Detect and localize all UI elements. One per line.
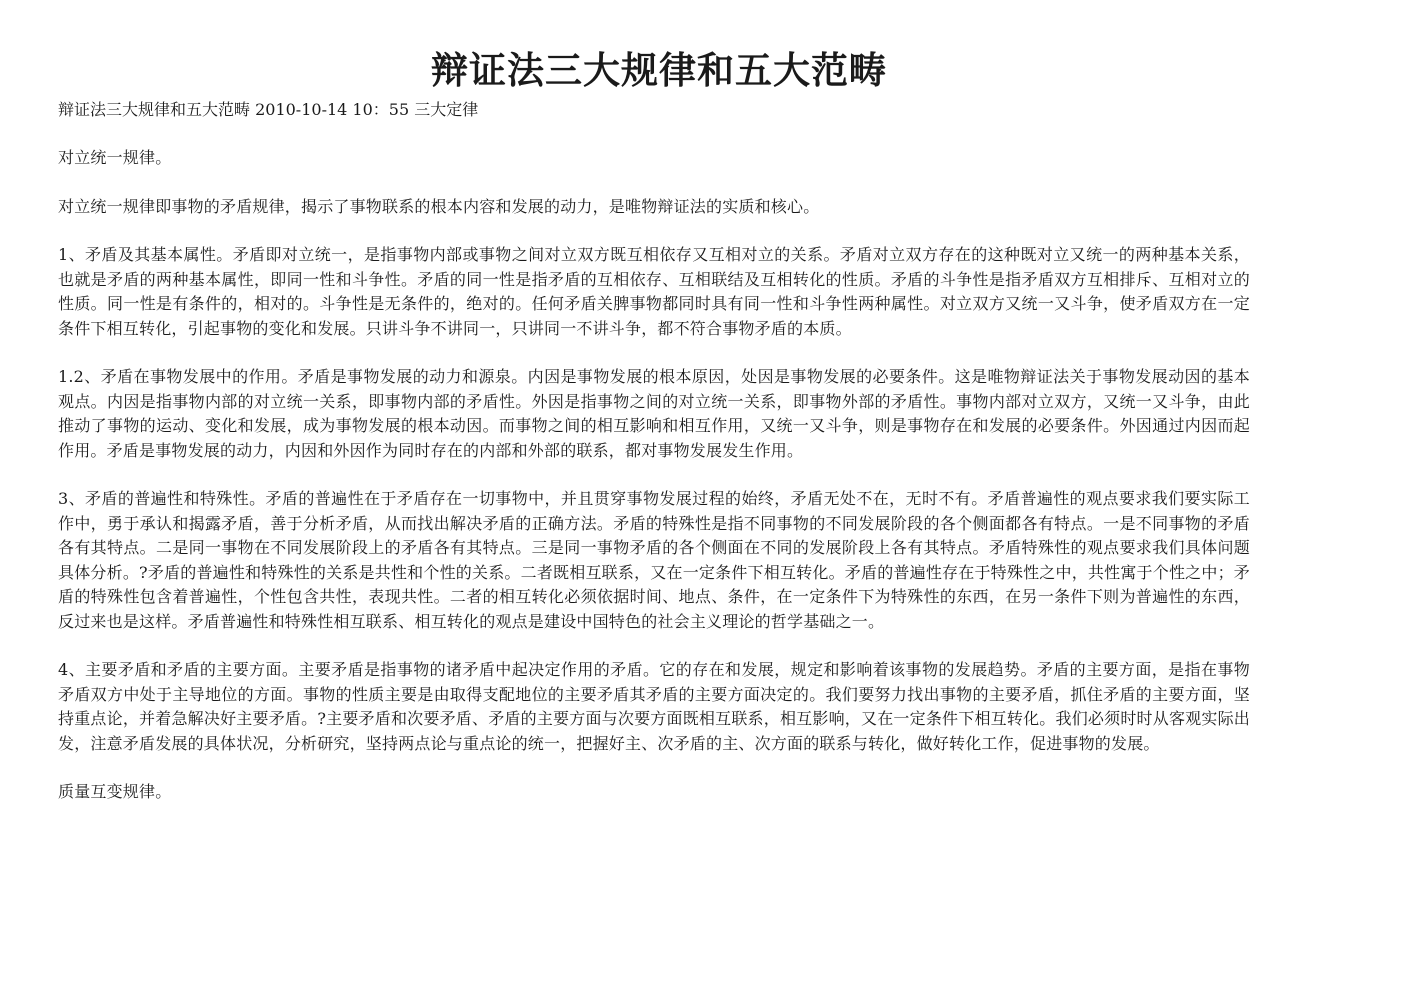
- document-subtitle: 辩证法三大规律和五大范畴 2010-10-14 10：55 三大定律: [58, 100, 479, 119]
- paragraph: 4、主要矛盾和矛盾的主要方面。主要矛盾是指事物的诸矛盾中起决定作用的矛盾。它的存在和发展，规定和影响着该事物的发展趋势。矛盾的主要方面，是指在事物矛盾双方中处于主导地位的方面。事物的性质主要是由取得支配地位的主要矛盾其矛盾的主要方面决定的。我们要努力找出事物的主要矛盾，抓住矛盾的主要方面，坚持重点论，并着急解决好主要矛盾。?主要矛盾和次要矛盾、矛盾的主要方面与次要方面既相互联系，相互影响，又在一定条件下相互转化。我们必须时时从客观实际出发，注意矛盾发展的具体状况，分析研究，坚持两点论与重点论的统一，把握好主、次矛盾的主、次方面的联系与转化，做好转化工作，促进事物的发展。: [58, 660, 1250, 753]
- paragraph: 1.2、矛盾在事物发展中的作用。矛盾是事物发展的动力和源泉。内因是事物发展的根本原因，处因是事物发展的必要条件。这是唯物辩证法关于事物发展动因的基本观点。内因是指事物内部的对立统一关系，即事物内部的矛盾性。外因是指事物之间的对立统一关系，即事物外部的矛盾性。事物内部对立双方，又统一又斗争，由此推动了事物的运动、变化和发展，成为事物发展的根本动因。而事物之间的相互影响和相互作用，又统一又斗争，则是事物存在和发展的必要条件。外因通过内因而起作用。矛盾是事物发展的动力，内因和外因作为同时存在的内部和外部的联系，都对事物发展发生作用。: [58, 367, 1250, 460]
- paragraph: 3、矛盾的普遍性和特殊性。矛盾的普遍性在于矛盾存在一切事物中，并且贯穿事物发展过程的始终，矛盾无处不在，无时不有。矛盾普遍性的观点要求我们要实际工作中，勇于承认和揭露矛盾，善于分析矛盾，从而找出解决矛盾的正确方法。矛盾的特殊性是指不同事物的不同发展阶段的各个侧面都各有特点。一是不同事物的矛盾各有其特点。二是同一事物在不同发展阶段上的矛盾各有其特点。三是同一事物矛盾的各个侧面在不同的发展阶段上各有其特点。矛盾特殊性的观点要求我们具体问题具体分析。?矛盾的普遍性和特殊性的关系是共性和个性的关系。二者既相互联系，又在一定条件下相互转化。矛盾的普遍性存在于特殊性之中，共性寓于个性之中；矛盾的特殊性包含着普遍性，个性包含共性，表现共性。二者的相互转化必须依据时间、地点、条件，在一定条件下为特殊性的东西，在另一条件下则为普遍性的东西，反过来也是这样。矛盾普遍性和特殊性相互联系、相互转化的观点是建设中国特色的社会主义理论的哲学基础之一。: [58, 489, 1250, 631]
- document-title: 辩证法三大规律和五大范畴: [431, 48, 887, 92]
- paragraph: 对立统一规律即事物的矛盾规律，揭示了事物联系的根本内容和发展的动力，是唯物辩证法的实质和核心。: [58, 196, 820, 216]
- paragraph: 1、矛盾及其基本属性。矛盾即对立统一，是指事物内部或事物之间对立双方既互相依存又互相对立的关系。矛盾对立双方存在的这种既对立又统一的两种基本关系，也就是矛盾的两种基本属性，即同一性和斗争性。矛盾的同一性是指矛盾的互相依存、互相联结及互相转化的性质。矛盾的斗争性是指矛盾双方互相排斥、互相对立的性质。同一性是有条件的，相对的。斗争性是无条件的，绝对的。任何矛盾关脾事物都同时具有同一性和斗争性两种属性。对立双方又统一又斗争，使矛盾双方在一定条件下相互转化，引起事物的变化和发展。只讲斗争不讲同一，只讲同一不讲斗争，都不符合事物矛盾的本质。: [58, 245, 1250, 338]
- paragraph-heading-quality-quantity: 质量互变规律。: [58, 782, 172, 801]
- document-page: [58, 44, 1250, 805]
- paragraph-heading-unity-of-opposites: 对立统一规律。: [58, 148, 172, 167]
